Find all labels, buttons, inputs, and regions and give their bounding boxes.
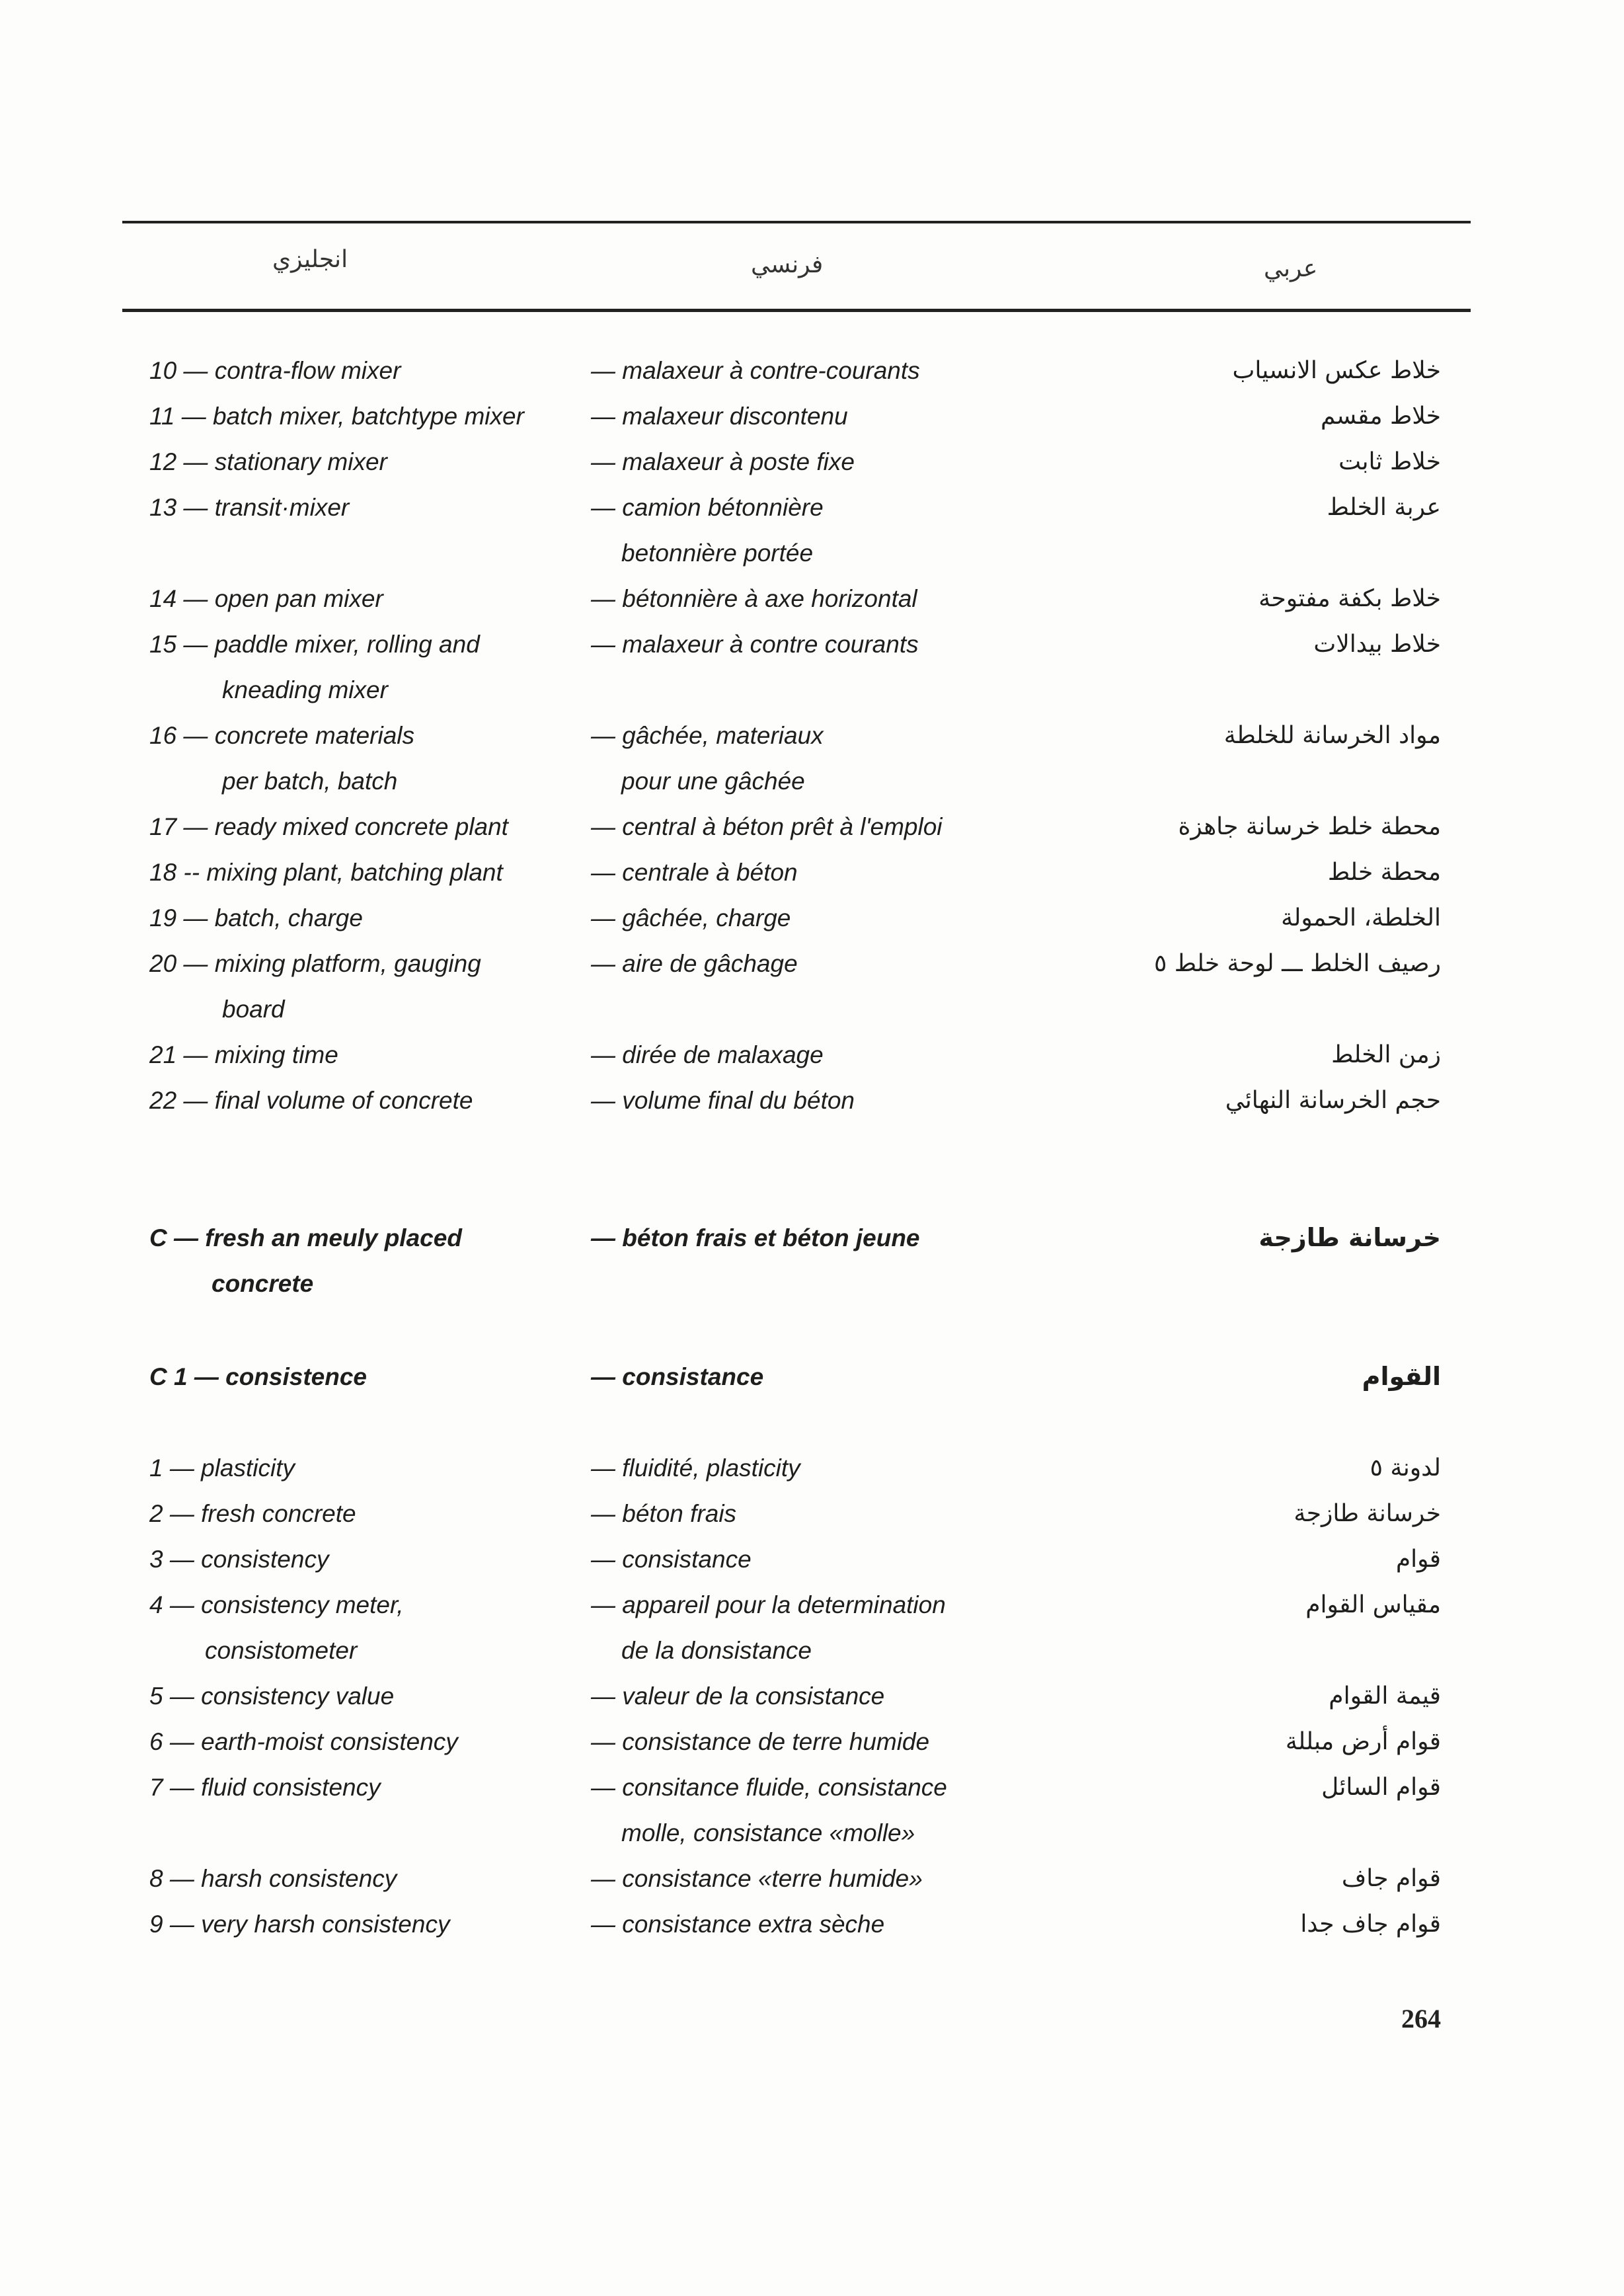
term-english-line1: 10 — contra-flow mixer — [149, 357, 401, 384]
term-arabic: قوام — [1395, 1546, 1441, 1573]
term-french — [591, 895, 791, 941]
term-arabic: خلاط بيدالات — [1313, 631, 1441, 658]
term-french — [591, 850, 798, 895]
term-french-line1: — gâchée, charge — [591, 904, 791, 931]
column-header-french: فرنسي — [751, 251, 824, 278]
term-french — [591, 1719, 929, 1764]
term-english — [149, 1719, 458, 1764]
term-english-line1: 16 — concrete materials — [149, 722, 415, 749]
term-english-line1: 2 — fresh concrete — [149, 1500, 356, 1527]
term-french — [591, 1673, 884, 1719]
term-french-line1: — malaxeur à contre-courants — [591, 357, 920, 384]
term-english — [149, 576, 383, 621]
term-arabic: خلاط ثابت — [1338, 448, 1441, 475]
term-french — [591, 393, 848, 439]
term-english-line1: 8 — harsh consistency — [149, 1865, 397, 1892]
term-french — [591, 941, 798, 986]
term-english — [149, 621, 480, 713]
section-c-french: — béton frais et béton jeune — [591, 1224, 920, 1251]
term-arabic: خرسانة طازجة — [1294, 1500, 1441, 1527]
term-english-line1: 7 — fluid consistency — [149, 1774, 381, 1801]
term-french-line1: — aire de gâchage — [591, 950, 798, 977]
term-french — [591, 804, 943, 850]
term-english — [149, 804, 508, 850]
term-arabic: حجم الخرسانة النهائي — [1225, 1087, 1441, 1114]
term-english-line1: 9 — very harsh consistency — [149, 1911, 450, 1938]
term-french-line2: molle, consistance «molle» — [621, 1819, 915, 1846]
term-english — [149, 713, 414, 804]
section-c1-arabic: القوام — [1362, 1362, 1441, 1391]
term-arabic: خلاط مقسم — [1320, 403, 1441, 430]
term-english — [149, 941, 481, 1032]
term-arabic: لدونة ٥ — [1370, 1454, 1441, 1482]
term-english-line1: 5 — consistency value — [149, 1682, 395, 1710]
term-english-line1: 20 — mixing platform, gauging — [149, 950, 481, 977]
term-french-line1: — central à béton prêt à l'emploi — [591, 813, 943, 840]
term-english-line2: consistometer — [205, 1637, 358, 1664]
term-english — [149, 1901, 449, 1947]
section-c-english — [149, 1215, 462, 1306]
term-arabic: مقياس القوام — [1305, 1591, 1441, 1618]
term-french — [591, 1445, 800, 1491]
term-french — [591, 1901, 884, 1947]
term-french-line1: — volume final du béton — [591, 1087, 855, 1114]
term-english — [149, 348, 401, 393]
section-c1-english: C 1 — consistence — [149, 1363, 367, 1390]
term-english-line1: 19 — batch, charge — [149, 904, 363, 931]
term-french-line1: — consitance fluide, consistance — [591, 1774, 947, 1801]
term-french-line1: — malaxeur discontenu — [591, 403, 848, 430]
term-french — [591, 1582, 946, 1673]
term-english-line1: 18 -- mixing plant, batching plant — [149, 859, 503, 886]
term-arabic: خلاط عكس الانسياب — [1232, 357, 1441, 384]
term-french-line1: — malaxeur à contre courants — [591, 631, 919, 658]
term-french-line1: — bétonnière à axe horizontal — [591, 585, 917, 612]
term-french — [591, 621, 919, 667]
term-english — [149, 1032, 338, 1078]
term-arabic: قوام جاف — [1341, 1865, 1441, 1892]
column-header-arabic: عربي — [1264, 255, 1318, 282]
header-top-rule — [122, 221, 1471, 223]
term-french — [591, 576, 917, 621]
term-english — [149, 850, 503, 895]
term-english-line2: board — [222, 996, 285, 1023]
term-french-line2: pour une gâchée — [621, 768, 805, 795]
term-arabic: مواد الخرسانة للخلطة — [1223, 722, 1441, 749]
term-arabic: محطة خلط خرسانة جاهزة — [1178, 813, 1441, 840]
term-french-line1: — appareil pour la determination — [591, 1591, 946, 1618]
term-english-line1: 15 — paddle mixer, rolling and — [149, 631, 480, 658]
term-english — [149, 1445, 295, 1491]
term-french-line2: betonnière portée — [621, 539, 814, 567]
term-english-line1: 17 — ready mixed concrete plant — [149, 813, 508, 840]
term-french — [591, 348, 920, 393]
term-arabic: الخلطة، الحمولة — [1281, 904, 1441, 931]
term-arabic: قيمة القوام — [1329, 1682, 1441, 1710]
term-french-line1: — dirée de malaxage — [591, 1041, 824, 1068]
term-french — [591, 1856, 923, 1901]
term-arabic: محطة خلط — [1327, 859, 1441, 886]
term-french-line2: de la donsistance — [621, 1637, 812, 1664]
term-english — [149, 485, 349, 530]
term-arabic: زمن الخلط — [1331, 1041, 1441, 1068]
term-french — [591, 1764, 947, 1856]
term-french-line1: — consistance de terre humide — [591, 1728, 930, 1755]
term-english — [149, 1582, 404, 1673]
page-number: 264 — [1401, 2004, 1441, 2034]
term-english — [149, 1764, 381, 1810]
term-french-line1: — consistance — [591, 1546, 752, 1573]
term-arabic: عربة الخلط — [1327, 494, 1441, 521]
term-english-line1: 22 — final volume of concrete — [149, 1087, 473, 1114]
term-french-line1: — gâchée, materiaux — [591, 722, 824, 749]
term-french-line1: — malaxeur à poste fixe — [591, 448, 855, 475]
term-arabic: قوام السائل — [1321, 1774, 1441, 1801]
term-english-line1: 4 — consistency meter, — [149, 1591, 404, 1618]
term-french — [591, 1078, 855, 1123]
header-bottom-rule — [122, 309, 1471, 312]
term-french — [591, 1536, 752, 1582]
column-header-english: انجليزي — [272, 246, 348, 273]
term-english-line1: 14 — open pan mixer — [149, 585, 383, 612]
term-arabic: رصيف الخلط ـــ لوحة خلط ٥ — [1153, 950, 1441, 977]
term-french — [591, 713, 824, 804]
term-arabic: قوام جاف جدا — [1300, 1911, 1441, 1938]
term-english-line1: 6 — earth-moist consistency — [149, 1728, 458, 1755]
term-english-line2: kneading mixer — [222, 676, 388, 703]
term-french-line1: — camion bétonnière — [591, 494, 824, 521]
term-english — [149, 1078, 473, 1123]
term-english — [149, 439, 387, 485]
term-english-line2: per batch, batch — [222, 768, 398, 795]
term-french-line1: — consistance «terre humide» — [591, 1865, 923, 1892]
term-arabic: قوام أرض مبللة — [1285, 1728, 1441, 1755]
term-english — [149, 1536, 329, 1582]
term-english — [149, 895, 363, 941]
term-english-line1: 21 — mixing time — [149, 1041, 338, 1068]
term-english — [149, 1673, 394, 1719]
section-c1-french: — consistance — [591, 1363, 764, 1390]
term-english — [149, 1856, 397, 1901]
section-c-english-line1: C — fresh an meuly placed — [149, 1224, 462, 1251]
term-english — [149, 1491, 356, 1536]
term-french-line1: — consistance extra sèche — [591, 1911, 885, 1938]
term-english-line1: 3 — consistency — [149, 1546, 329, 1573]
term-arabic: خلاط بكفة مفتوحة — [1258, 585, 1441, 612]
section-c-english-line2: concrete — [212, 1270, 314, 1297]
term-english — [149, 393, 524, 439]
term-french — [591, 439, 855, 485]
term-french-line1: — centrale à béton — [591, 859, 798, 886]
term-english-line1: 12 — stationary mixer — [149, 448, 387, 475]
term-french — [591, 1491, 736, 1536]
term-french — [591, 485, 824, 576]
term-english-line1: 11 — batch mixer, batchtype mixer — [149, 403, 524, 430]
section-c-arabic: خرسانة طازجة — [1258, 1223, 1441, 1252]
term-french-line1: — béton frais — [591, 1500, 737, 1527]
term-english-line1: 1 — plasticity — [149, 1454, 295, 1482]
term-french-line1: — fluidité, plasticity — [591, 1454, 800, 1482]
term-english-line1: 13 — transit·mixer — [149, 494, 350, 521]
term-french-line1: — valeur de la consistance — [591, 1682, 885, 1710]
term-french — [591, 1032, 824, 1078]
